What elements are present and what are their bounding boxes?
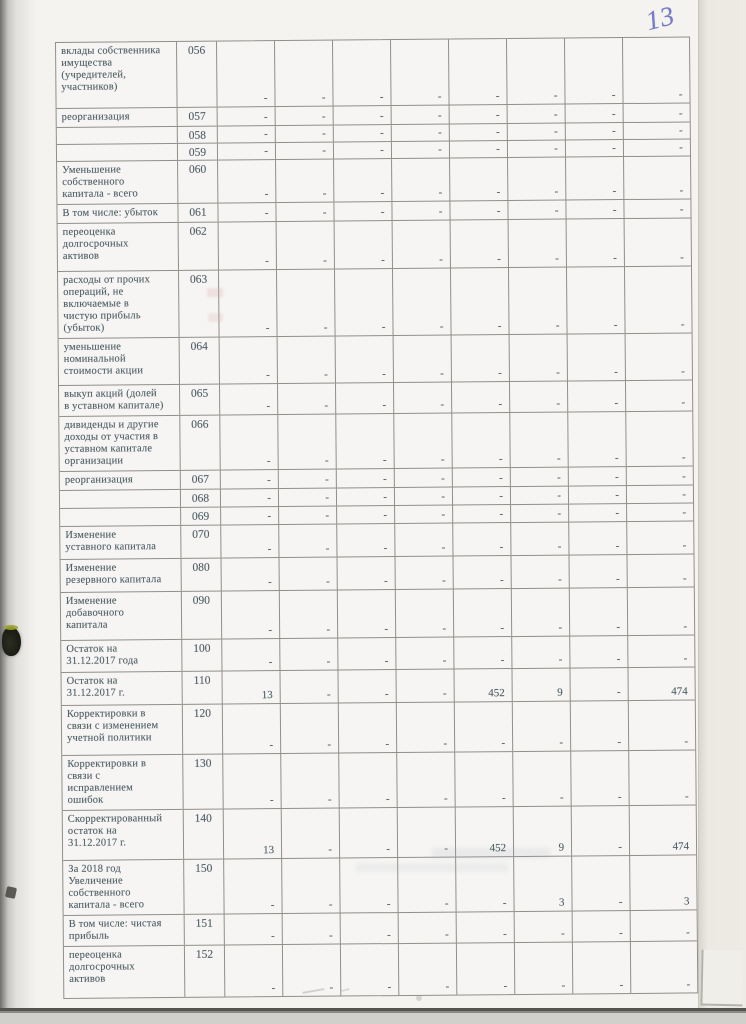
- cell-value: -: [283, 914, 341, 945]
- cell-value: -: [682, 506, 687, 519]
- cell-value: -: [512, 556, 570, 589]
- row-label: Остаток на 31.12.2017 года: [61, 640, 182, 672]
- cell-value: -: [567, 267, 626, 334]
- cell-value: -: [334, 202, 392, 221]
- cell-value: -: [569, 504, 627, 522]
- table-row: [62, 700, 695, 756]
- cell-value: -: [277, 222, 335, 270]
- cell-value: -: [457, 912, 515, 943]
- cell-value: -: [395, 488, 453, 506]
- cell-value: -: [279, 489, 337, 507]
- row-code: 062: [179, 223, 219, 270]
- cell-value: 13: [223, 671, 281, 704]
- cell-value: 9: [512, 669, 570, 702]
- row-label: Скорректированный остаток на 31.12.2017 г.: [63, 810, 184, 860]
- row-label: вклады собственника имущества (учредителей, участников): [56, 42, 178, 108]
- cell-value: -: [392, 202, 450, 221]
- cell-value: -: [570, 555, 628, 588]
- cell-value: -: [336, 336, 394, 383]
- cell-value: -: [678, 107, 683, 120]
- row-code: 151: [185, 915, 225, 945]
- cell-value: -: [510, 413, 568, 468]
- cell-value: -: [393, 221, 451, 269]
- cell-value: -: [680, 251, 684, 264]
- table-row: [61, 554, 694, 593]
- cell-value: -: [508, 105, 566, 124]
- cell-value: -: [341, 944, 399, 996]
- table-row: [59, 333, 692, 386]
- cell-value: -: [399, 913, 457, 944]
- cell-value: -: [515, 912, 573, 943]
- cell-value: -: [452, 335, 510, 382]
- row-code: 065: [180, 385, 220, 415]
- cell-value: -: [684, 790, 689, 803]
- cell-value: -: [281, 704, 339, 754]
- cell-value: -: [452, 382, 510, 413]
- cell-value: -: [334, 106, 392, 125]
- row-label: дивиденды и другие доходы от участия в уставном капитале организации: [59, 416, 180, 471]
- cell-value: -: [566, 200, 624, 219]
- cell-value: -: [225, 914, 283, 945]
- cell-value: -: [335, 221, 393, 269]
- cell-value: -: [450, 201, 508, 220]
- row-code: 057: [178, 108, 218, 126]
- cell-value: -: [276, 107, 334, 126]
- cell-value: -: [679, 203, 684, 216]
- cell-value: -: [450, 105, 508, 124]
- binder-clip-artifact: [2, 627, 21, 656]
- table-row: [58, 266, 692, 339]
- cell-value: -: [219, 222, 277, 270]
- cell-value: -: [572, 856, 630, 911]
- cell-value: -: [568, 412, 626, 467]
- cell-value: -: [278, 337, 336, 384]
- cell-value: -: [683, 652, 688, 665]
- cell-value: 474: [671, 685, 688, 698]
- cell-value: -: [334, 142, 392, 159]
- cell-value: -: [512, 637, 570, 669]
- cell-value: -: [682, 572, 687, 585]
- row-label: реорганизация: [57, 108, 178, 127]
- row-label: [57, 144, 178, 161]
- cell-value: -: [680, 318, 685, 331]
- cell-value: 9: [514, 807, 572, 857]
- row-label: За 2018 год Увеличение собственного капитала - всего: [63, 860, 184, 915]
- cell-value: -: [341, 913, 399, 944]
- cell-value: -: [453, 468, 511, 487]
- cell-value: 452: [456, 807, 514, 857]
- cell-value: -: [222, 639, 280, 671]
- cell-value: -: [340, 808, 398, 858]
- cell-value: -: [508, 158, 566, 201]
- cell-value: -: [218, 107, 276, 126]
- cell-value: -: [566, 140, 624, 157]
- cell-value: -: [508, 201, 566, 220]
- cell-value: -: [573, 942, 631, 994]
- cell-value: -: [224, 859, 282, 914]
- row-label: [60, 508, 181, 526]
- table-row: [59, 411, 692, 472]
- scan-bottom-edge: [0, 1008, 746, 1024]
- cell-value: -: [451, 268, 510, 335]
- row-label: выкуп акций (долей в уставном капитале): [59, 385, 180, 416]
- cell-value: -: [569, 467, 627, 486]
- cell-value: -: [396, 638, 454, 670]
- cell-value: -: [276, 160, 334, 203]
- cell-value: -: [394, 414, 452, 469]
- cell-value: -: [454, 556, 512, 589]
- cell-value: 13: [224, 809, 282, 859]
- row-label: Изменение добавочного капитала: [61, 592, 182, 640]
- cell-value: -: [338, 590, 396, 638]
- cell-value: -: [682, 470, 686, 483]
- cell-value: -: [398, 858, 456, 913]
- cell-value: -: [220, 415, 278, 470]
- cell-value: -: [455, 702, 513, 752]
- cell-value: -: [221, 507, 279, 525]
- cell-value: -: [568, 381, 626, 412]
- table-row: [63, 805, 696, 861]
- cell-value: -: [455, 752, 513, 807]
- cell-value: -: [275, 41, 334, 107]
- table-row: [56, 37, 690, 109]
- cell-value: -: [340, 858, 398, 913]
- table-row: [64, 941, 697, 998]
- cell-value: -: [399, 944, 457, 996]
- table-row: [57, 156, 690, 205]
- cell-value: -: [457, 943, 515, 995]
- cell-value: -: [217, 41, 276, 107]
- row-label: уменьшение номинальной стоимости акции: [59, 338, 180, 385]
- cell-value: -: [333, 40, 392, 106]
- cell-value: -: [684, 735, 689, 748]
- table-row: [63, 855, 696, 916]
- row-code: 140: [184, 810, 224, 859]
- cell-value: -: [277, 270, 336, 337]
- cell-value: -: [222, 558, 280, 591]
- cell-value: -: [282, 859, 340, 914]
- cell-value: -: [338, 557, 396, 590]
- row-code: 069: [181, 508, 221, 525]
- cell-value: -: [392, 142, 450, 159]
- row-code: 150: [184, 860, 224, 914]
- cell-value: -: [510, 335, 568, 382]
- cell-value: -: [454, 589, 512, 637]
- row-code: 056: [177, 42, 218, 107]
- cell-value: -: [222, 591, 280, 639]
- cell-value: -: [571, 751, 629, 806]
- cell-value: -: [334, 159, 392, 202]
- cell-value: -: [686, 926, 690, 939]
- cell-value: -: [512, 589, 570, 637]
- row-code: 068: [181, 490, 221, 507]
- cell-value: -: [454, 637, 512, 669]
- cell-value: -: [336, 383, 394, 414]
- cell-value: -: [570, 636, 628, 668]
- cell-value: -: [280, 671, 338, 704]
- cell-value: -: [395, 524, 453, 557]
- cell-value: -: [508, 124, 566, 141]
- scan-artifact: [416, 995, 422, 1001]
- cell-value: -: [395, 469, 453, 488]
- row-label: реорганизация: [60, 471, 181, 490]
- row-code: 110: [183, 672, 223, 704]
- handwritten-page-number: 13: [642, 0, 679, 37]
- row-label: переоценка долгосрочных активов: [64, 946, 185, 998]
- cell-value: -: [570, 668, 628, 701]
- cell-value: -: [515, 943, 573, 995]
- cell-value: -: [337, 488, 395, 506]
- cell-value: -: [683, 620, 688, 633]
- cell-value: -: [394, 383, 452, 414]
- cell-value: -: [282, 809, 340, 859]
- cell-value: -: [511, 523, 569, 556]
- cell-value: -: [396, 590, 454, 638]
- cell-value: -: [679, 141, 683, 154]
- row-label: Остаток на 31.12.2017 г.: [62, 672, 183, 705]
- cell-value: -: [453, 487, 511, 505]
- cell-value: 452: [454, 669, 512, 702]
- table-row: [60, 521, 693, 560]
- row-code: 080: [182, 559, 222, 591]
- cell-value: -: [220, 384, 278, 415]
- row-code: 070: [181, 526, 221, 558]
- cell-value: -: [398, 808, 456, 858]
- cell-value: -: [513, 752, 571, 807]
- cell-value: -: [397, 703, 455, 753]
- cell-value: -: [449, 39, 508, 105]
- cell-value: -: [450, 141, 508, 158]
- cell-value: -: [218, 203, 276, 222]
- cell-value: -: [511, 505, 569, 523]
- cell-value: -: [569, 486, 627, 504]
- clip-highlight: [4, 625, 18, 630]
- cell-value: -: [571, 701, 629, 751]
- row-code: 059: [178, 144, 218, 160]
- cell-value: -: [392, 125, 450, 142]
- cell-value: -: [681, 365, 685, 378]
- cell-value: -: [337, 506, 395, 524]
- row-code: 152: [185, 946, 225, 997]
- table-row: [61, 587, 694, 641]
- cell-value: -: [570, 588, 628, 636]
- cell-value: -: [339, 753, 397, 808]
- cell-value: -: [338, 670, 396, 703]
- cell-value: -: [567, 219, 625, 267]
- cell-value: -: [334, 125, 392, 142]
- cell-value: -: [276, 126, 334, 143]
- cell-value: -: [218, 143, 276, 160]
- cell-value: -: [681, 396, 686, 409]
- cell-value: -: [686, 978, 691, 991]
- cell-value: -: [566, 104, 624, 123]
- cell-value: -: [218, 126, 276, 143]
- cell-value: -: [337, 469, 395, 488]
- cell-value: -: [276, 143, 334, 160]
- cell-value: -: [679, 124, 683, 137]
- row-label: Изменение резервного капитала: [61, 559, 182, 592]
- row-label: Корректировки в связи с изменением учетной политики: [62, 705, 183, 755]
- cell-value: -: [281, 754, 339, 809]
- cell-value: -: [223, 704, 281, 754]
- row-label: Уменьшение собственного капитала - всего: [57, 161, 178, 204]
- cell-value: -: [219, 270, 278, 337]
- cell-value: -: [513, 702, 571, 752]
- cell-value: -: [392, 106, 450, 125]
- cell-value: -: [451, 220, 509, 268]
- cell-value: -: [509, 268, 568, 335]
- cell-value: -: [336, 414, 394, 469]
- cell-value: -: [279, 507, 337, 525]
- cell-value: -: [511, 468, 569, 487]
- cell-value: -: [568, 334, 626, 381]
- cell-value: -: [678, 88, 683, 101]
- cell-value: -: [681, 451, 686, 464]
- cell-value: -: [452, 413, 510, 468]
- row-code: 120: [183, 705, 223, 754]
- cell-value: -: [283, 945, 341, 997]
- cell-value: -: [682, 539, 687, 552]
- cell-value: -: [276, 203, 334, 222]
- scan-left-edge: [0, 0, 36, 1024]
- row-label: Изменение уставного капитала: [60, 526, 181, 559]
- cell-value: -: [573, 911, 631, 942]
- table-row: [58, 218, 691, 272]
- cell-value: -: [338, 638, 396, 670]
- cell-value: -: [280, 639, 338, 671]
- cell-value: -: [396, 670, 454, 703]
- cell-value: -: [509, 220, 567, 268]
- cell-value: -: [393, 269, 452, 336]
- row-code: 060: [178, 161, 218, 203]
- cell-value: -: [510, 382, 568, 413]
- cell-value: -: [396, 557, 454, 590]
- cell-value: -: [456, 857, 514, 912]
- row-label: расходы от прочих операций, не включаемые в чистую прибыль (убыток): [58, 271, 180, 338]
- row-code: 063: [179, 271, 220, 337]
- cell-value: -: [225, 945, 283, 997]
- row-label: [60, 490, 181, 508]
- cell-value: -: [569, 522, 627, 555]
- cell-value: -: [566, 157, 624, 200]
- row-code: 100: [182, 640, 222, 671]
- cell-value: 3: [683, 895, 690, 908]
- row-label: переоценка долгосрочных активов: [58, 223, 179, 271]
- cell-value: -: [682, 488, 687, 501]
- row-code: 058: [178, 127, 218, 143]
- cell-value: -: [223, 754, 281, 809]
- cell-value: -: [218, 160, 276, 203]
- row-code: 090: [182, 592, 222, 639]
- cell-value: -: [221, 470, 279, 489]
- cell-value: -: [572, 806, 630, 856]
- cell-value: -: [508, 141, 566, 158]
- cell-value: -: [278, 415, 336, 470]
- table-row: [62, 667, 695, 706]
- cell-value: -: [397, 753, 455, 808]
- row-code: 066: [180, 416, 220, 470]
- cell-value: -: [679, 184, 684, 197]
- row-label: В том числе: чистая прибыль: [64, 915, 185, 946]
- row-label: Корректировки в связи с исправлением ошибок: [62, 755, 183, 810]
- cell-value: -: [279, 525, 337, 558]
- cell-value: -: [337, 524, 395, 557]
- cell-value: -: [395, 506, 453, 524]
- cell-value: -: [280, 591, 338, 639]
- cell-value: -: [339, 703, 397, 753]
- row-code: 130: [183, 755, 223, 809]
- cell-value: -: [280, 558, 338, 591]
- row-code: 064: [180, 338, 220, 384]
- page-right-edge: [698, 0, 746, 1024]
- cell-value: 474: [672, 840, 690, 853]
- cell-value: -: [394, 336, 452, 383]
- capital-changes-table: [55, 36, 698, 999]
- row-label: [57, 127, 178, 144]
- row-code: 067: [181, 471, 221, 489]
- cell-value: -: [221, 489, 279, 507]
- cell-value: -: [450, 124, 508, 141]
- cell-value: -: [279, 470, 337, 489]
- cell-value: -: [566, 123, 624, 140]
- cell-value: -: [453, 505, 511, 523]
- cell-value: -: [278, 384, 336, 415]
- row-code: 061: [178, 204, 218, 222]
- cell-value: -: [221, 525, 279, 558]
- cell-value: -: [450, 158, 508, 201]
- cell-value: -: [392, 159, 450, 202]
- row-label: В том числе: убыток: [57, 204, 178, 223]
- cell-value: 3: [514, 857, 572, 912]
- cell-value: -: [511, 487, 569, 505]
- cell-value: -: [391, 40, 450, 106]
- cell-value: -: [565, 38, 624, 104]
- table-row: [62, 750, 695, 811]
- under-page-corner: [700, 950, 743, 1007]
- cell-value: -: [507, 39, 566, 105]
- cell-value: -: [453, 523, 511, 556]
- cell-value: -: [335, 269, 394, 336]
- cell-value: -: [220, 337, 278, 384]
